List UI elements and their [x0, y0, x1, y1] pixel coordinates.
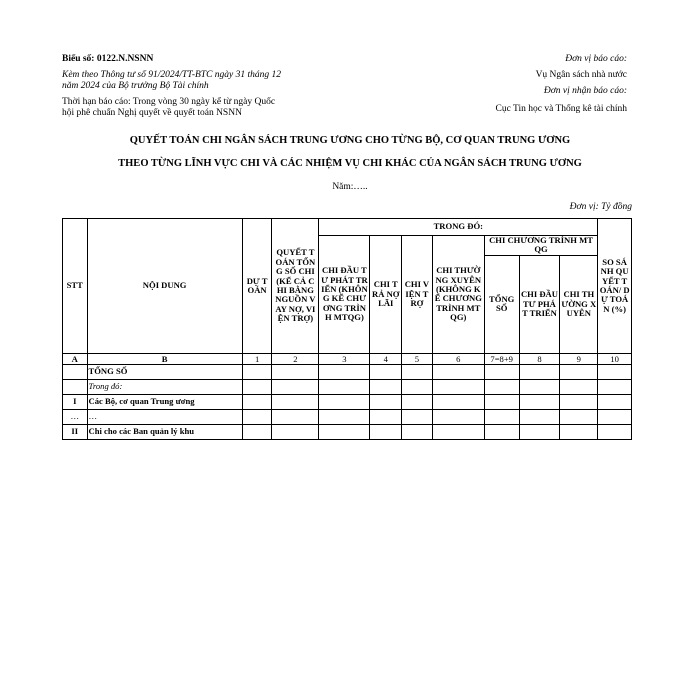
- row-label: Các Bộ, cơ quan Trung ương: [87, 394, 242, 409]
- row-stt: I: [63, 394, 88, 409]
- unit-note: Đơn vị: Tỷ đồng: [569, 202, 632, 212]
- header-mtqg-dtpt: CHI ĐẦU TƯ PHÁT TRIỂN: [519, 255, 560, 353]
- row-label: Trong đó:: [87, 379, 242, 394]
- header-chi-vien-tro: CHI VIỆN TRỢ: [402, 236, 433, 354]
- row-label: Chi cho các Ban quản lý khu: [87, 424, 242, 439]
- form-code: Biểu số: 0122.N.NSNN: [62, 54, 154, 64]
- index-cell: A: [63, 353, 88, 364]
- table-row: [63, 394, 632, 409]
- reporting-unit-label: Đơn vị báo cáo:: [565, 54, 627, 64]
- row-stt: [63, 364, 88, 379]
- report-title-line-1: QUYẾT TOÁN CHI NGÂN SÁCH TRUNG ƯƠNG CHO TỪNG BỘ, CƠ QUAN TRUNG ƯƠNG: [129, 135, 571, 146]
- report-title-line-2: THEO TỪNG LĨNH VỰC CHI VÀ CÁC NHIỆM VỤ CHI KHÁC CỦA NGÂN SÁCH TRUNG ƯƠNG: [118, 158, 582, 169]
- header-so-sanh: SO SÁNH QUYẾT TOÁN/ DỰ TOÁN (%): [598, 219, 632, 354]
- row-stt: [63, 379, 88, 394]
- table-row: [63, 379, 632, 394]
- header-chi-dtpt: CHI ĐẦU TƯ PHÁT TRIỂN (KHÔNG KỂ CHƯƠNG TRÌNH MTQG): [319, 236, 370, 354]
- index-cell: 4: [370, 353, 402, 364]
- receiving-unit-value: Cục Tin học và Thống kê tài chính: [495, 104, 627, 114]
- header-noi-dung: NỘI DUNG: [87, 219, 242, 354]
- row-stt: II: [63, 424, 88, 439]
- header-chi-thuong-xuyen: CHI THƯỜNG XUYÊN (KHÔNG KỂ CHƯƠNG TRÌNH MTQG): [432, 236, 484, 354]
- column-index-row: [63, 353, 632, 364]
- table-row: [63, 409, 632, 424]
- index-cell: 5: [402, 353, 433, 364]
- index-cell: 1: [242, 353, 272, 364]
- reporting-unit-value: Vụ Ngân sách nhà nước: [535, 70, 627, 80]
- index-cell: 9: [560, 353, 598, 364]
- header-trong-do: TRONG ĐÓ:: [319, 219, 598, 236]
- table-row: [63, 424, 632, 439]
- attach-line-1: Kèm theo Thông tư số 91/2024/TT-BTC ngày 31 tháng 12: [62, 70, 282, 80]
- attach-line-2: năm 2024 của Bộ trưởng Bộ Tài chính: [62, 81, 209, 91]
- header-mtqg-tx: CHI THƯỜNG XUYÊN: [560, 255, 598, 353]
- table-row: [63, 364, 632, 379]
- header-chi-tra-no: CHI TRẢ NỢ LÃI: [370, 236, 402, 354]
- index-cell: 10: [598, 353, 632, 364]
- header-du-toan: DỰ TOÁN: [242, 219, 272, 354]
- deadline-line-1: Thời hạn báo cáo: Trong vòng 30 ngày kể từ ngày Quốc: [62, 97, 276, 107]
- deadline-line-2: hội phê chuẩn Nghị quyết về quyết toán NSNN: [62, 108, 242, 118]
- header-stt: STT: [63, 219, 88, 354]
- row-stt: …: [63, 409, 88, 424]
- year-label: Năm:…..: [332, 182, 368, 192]
- receiving-unit-label: Đơn vị nhận báo cáo:: [543, 86, 627, 96]
- index-cell: 2: [272, 353, 319, 364]
- row-label: …: [87, 409, 242, 424]
- report-table: [62, 218, 632, 440]
- index-cell: 6: [432, 353, 484, 364]
- header-chi-mtqg: CHI CHƯƠNG TRÌNH MTQG: [484, 236, 597, 256]
- header-tong-so: TỔNG SỐ: [484, 255, 519, 353]
- index-cell: 7=8+9: [484, 353, 519, 364]
- index-cell: 8: [519, 353, 560, 364]
- index-cell: 3: [319, 353, 370, 364]
- header-quyet-toan: QUYẾT TOÁN TỔNG SỐ CHI (KỂ CẢ CHI BẰNG NGUỒN VAY NỢ, VIỆN TRỢ): [272, 219, 319, 354]
- index-cell: B: [87, 353, 242, 364]
- row-label: TỔNG SỐ: [87, 364, 242, 379]
